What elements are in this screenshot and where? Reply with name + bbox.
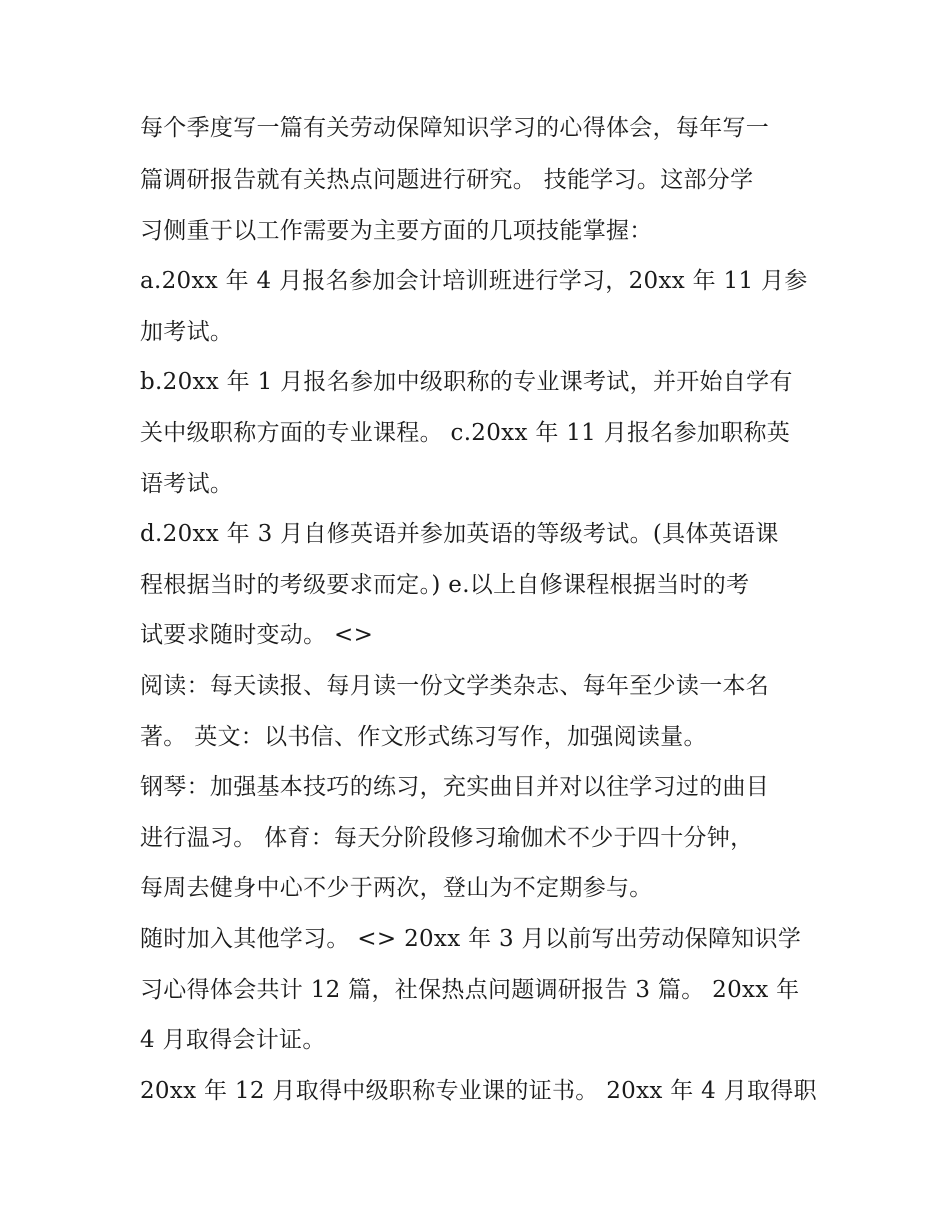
body-text-line: 4 月取得会计证。 [140,1027,326,1053]
body-text-line: 试要求随时变动。 <> [140,622,374,648]
body-text-line: 进行温习。 体育：每天分阶段修习瑜伽术不少于四十分钟， [140,825,754,851]
body-text-line: 每周去健身中心不少于两次，登山为不定期参与。 [140,875,653,901]
body-text-line: 习心得体会共计 12 篇，社保热点问题调研报告 3 篇。 20xx 年 [140,977,800,1003]
body-text-line: 加考试。 [140,319,234,345]
body-text-line: 关中级职称方面的专业课程。 c.20xx 年 11 月报名参加职称英 [140,420,791,446]
body-text-line: 程根据当时的考级要求而定。) e.以上自修课程根据当时的考 [140,572,750,598]
body-text-line: d.20xx 年 3 月自修英语并参加英语的等级考试。(具体英语课 [140,521,779,547]
body-text-line: 习侧重于以工作需要为主要方面的几项技能掌握： [140,218,653,244]
body-text-line: a.20xx 年 4 月报名参加会计培训班进行学习，20xx 年 11 月参 [140,268,808,294]
body-text-line: b.20xx 年 1 月报名参加中级职称的专业课考试，并开始自学有 [140,369,793,395]
body-text-line: 20xx 年 12 月取得中级职称专业课的证书。 20xx 年 4 月取得职 [140,1078,817,1104]
body-text-line: 钢琴：加强基本技巧的练习，充实曲目并对以往学习过的曲目 [140,774,770,800]
body-text-line: 每个季度写一篇有关劳动保障知识学习的心得体会，每年写一 [140,115,770,141]
body-text-line: 篇调研报告就有关热点问题进行研究。 技能学习。这部分学 [140,167,754,193]
body-text-line: 语考试。 [140,471,234,497]
body-text-line: 阅读：每天读报、每月读一份文学类杂志、每年至少读一本名 [140,673,770,699]
body-text-line: 随时加入其他学习。 <> 20xx 年 3 月以前写出劳动保障知识学 [140,926,802,952]
body-text-line: 著。 英文：以书信、作文形式练习写作，加强阅读量。 [140,724,707,750]
